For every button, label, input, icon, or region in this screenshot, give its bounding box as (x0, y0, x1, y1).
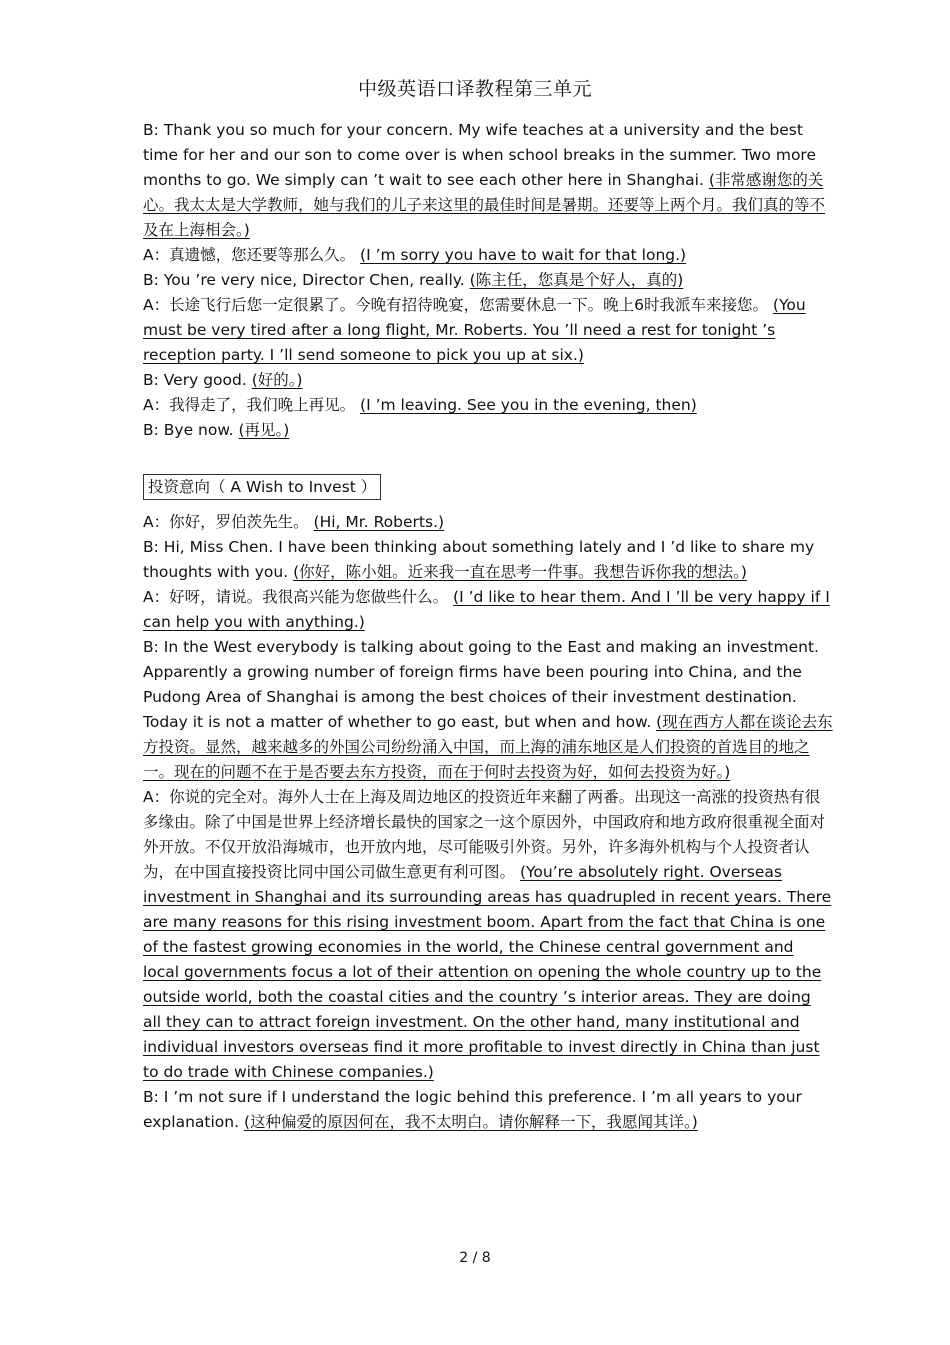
dialog1-a1-english: (I ’m sorry you have to wait for that long.) (360, 246, 687, 264)
page-number: 2 / 8 (459, 1250, 491, 1266)
dialog2-a3 (143, 785, 833, 1085)
dialog1-b3-chinese: (好的。) (251, 371, 303, 389)
document-body (143, 118, 833, 1135)
dialog2-b3-english: B: I ’m not sure if I understand the logic behind this preference. I ’m all years to your explanation. (143, 1088, 802, 1131)
dialog2-a2-english: (I ’d like to hear them. And I ’ll be very happy if I can help you with anything.) (143, 588, 830, 631)
dialog2-a2-chinese: A：好呀，请说。我很高兴能为您做些什么。 (143, 588, 449, 606)
dialog2-a1-english: (Hi, Mr. Roberts.) (313, 513, 445, 531)
dialog2-b1-english: B: Hi, Miss Chen. I have been thinking about something lately and I ’d like to share my thoughts with you. (143, 538, 815, 581)
dialog1-a2-english: (You must be very tired after a long flight, Mr. Roberts. You ’ll need a rest for tonight ’s reception party. I ’ll send someone to pick you up at six.) (143, 296, 806, 364)
dialog1-a1 (143, 243, 833, 268)
dialog1-a3-chinese: A：我得走了，我们晚上再见。 (143, 396, 356, 414)
dialog2-b2-chinese: (现在西方人都在谈论去东方投资。显然，越来越多的外国公司纷纷涌入中国，而上海的浦东地区是人们投资的首选目的地之一。现在的问题不在于是否要去东方投资，而在于何时去投资为好，如何去投资为好。) (143, 713, 833, 781)
dialog1-b3-english: B: Very good. (143, 371, 247, 389)
dialog2-b2-english: B: In the West everybody is talking about going to the East and making an investment. Apparently a growing number of foreign firms have been pouring into China, and the Pudong Area of Shanghai is among the best choices of their investment destination. Today it is not a matter of whether to go east, but when and how. (143, 638, 819, 731)
dialog1-b4 (143, 418, 833, 443)
dialog1-b2 (143, 268, 833, 293)
dialog1-b1 (143, 118, 833, 243)
section-spacer (143, 443, 833, 467)
dialog2-a3-chinese: A：你说的完全对。海外人士在上海及周边地区的投资近年来翻了两番。出现这一高涨的投资热有很多缘由。除了中国是世界上经济增长最快的国家之一这个原因外，中国政府和地方政府很重视全面对外开放。不仅开放沿海城市，也开放内地，尽可能吸引外资。另外，许多海外机构与个人投资者认为，在中国直接投资比同中国公司做生意更有利可图。 (143, 788, 826, 881)
dialog2-b3 (143, 1085, 833, 1135)
dialog1-b1-english: B: Thank you so much for your concern. My wife teaches at a university and the best time for her and our son to come over is when school breaks in the summer. Two more months to go. We simply can ’t wait to see each other here in Shanghai. (143, 121, 816, 189)
dialog1-a2 (143, 293, 833, 368)
dialog1-b2-chinese: (陈主任，您真是个好人，真的) (469, 271, 684, 289)
dialog1-a3-english: (I ’m leaving. See you in the evening, then) (360, 396, 697, 414)
dialog1-b4-chinese: (再见。) (238, 421, 290, 439)
dialog2-a2 (143, 585, 833, 635)
dialog2-a1 (143, 510, 833, 535)
dialog2-a3-english: (You’re absolutely right. Overseas investment in Shanghai and its surrounding areas has quadrupled in recent years. There are many reasons for this rising investment boom. Apart from the fact that China is one of the fastest growing economies in the world, the Chinese central government and local governments focus a lot of their attention on opening the whole country up to the outside world, both the coastal cities and the country ’s interior areas. They are doing all they can to attract foreign investment. On the other hand, many institutional and individual investors overseas find it more profitable to invest directly in China than just to do trade with Chinese companies.) (143, 863, 832, 1081)
page-title: 中级英语口译教程第三单元 (357, 78, 592, 100)
dialog1-b2-english: B: You ’re very nice, Director Chen, really. (143, 271, 465, 289)
dialog2-b3-chinese: (这种偏爱的原因何在，我不太明白。请你解释一下，我愿闻其详。) (243, 1113, 698, 1131)
dialog1-b3 (143, 368, 833, 393)
dialog2-a1-chinese: A：你好，罗伯茨先生。 (143, 513, 309, 531)
dialog1-a3 (143, 393, 833, 418)
section-heading: 投资意向（ A Wish to Invest ） (143, 474, 381, 500)
dialog1-b1-chinese: (非常感谢您的关心。我太太是大学教师，她与我们的儿子来这里的最佳时间是暑期。还要等上两个月。我们真的等不及在上海相会。) (143, 171, 826, 239)
dialog2-b2 (143, 635, 833, 785)
dialog1-a2-chinese: A：长途飞行后您一定很累了。今晚有招待晚宴，您需要休息一下。晚上6时我派车来接您。 (143, 296, 768, 314)
dialog1-b4-english: B: Bye now. (143, 421, 234, 439)
dialog1-a1-chinese: A：真遗憾，您还要等那么久。 (143, 246, 356, 264)
dialog2-b1-chinese: (你好，陈小姐。近来我一直在思考一件事。我想告诉你我的想法。) (293, 563, 747, 581)
dialog2-b1 (143, 535, 833, 585)
